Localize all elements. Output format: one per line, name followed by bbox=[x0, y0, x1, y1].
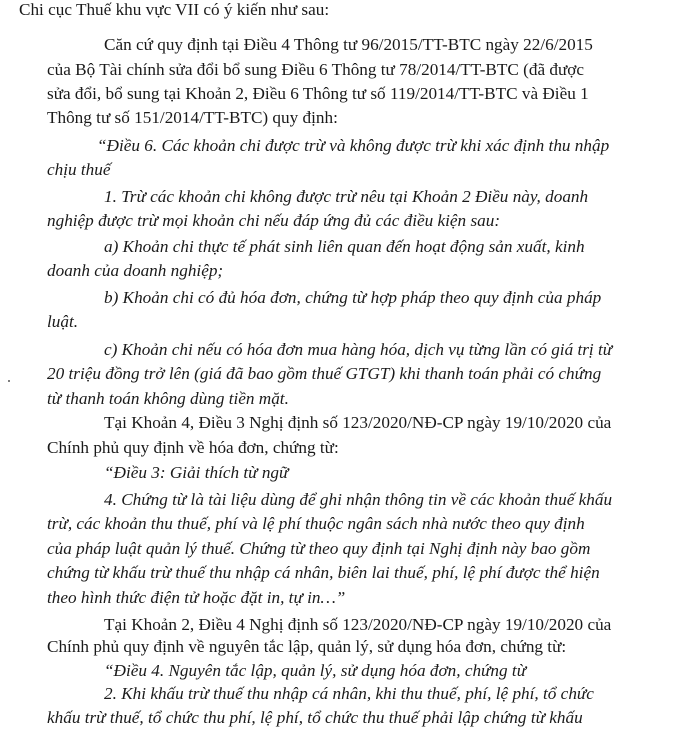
quote1-line: chịu thuế bbox=[47, 160, 111, 179]
para2-line: Tại Khoản 4, Điều 3 Nghị định số 123/2020/NĐ-CP ngày 19/10/2020 của bbox=[104, 413, 612, 432]
quote1-line: “Điều 6. Các khoản chi được trừ và không được trừ khi xác định thu nhập bbox=[97, 136, 610, 155]
para3-line: Chính phủ quy định về nguyên tắc lập, quản lý, sử dụng hóa đơn, chứng từ: bbox=[47, 637, 567, 656]
quote2-line: 4. Chứng từ là tài liệu dùng để ghi nhận thông tin về các khoản thuế khấu bbox=[104, 490, 613, 509]
quote2-line: theo hình thức điện tử hoặc đặt in, tự in…” bbox=[47, 588, 346, 607]
quote2-line: chứng từ khấu trừ thuế thu nhập cá nhân, biên lai thuế, phí, lệ phí được thể hiện bbox=[47, 563, 600, 582]
quote1-line: c) Khoản chi nếu có hóa đơn mua hàng hóa, dịch vụ từng lần có giá trị từ bbox=[104, 340, 613, 359]
intro-line: Chi cục Thuế khu vực VII có ý kiến như sau: bbox=[19, 0, 330, 19]
scan-speck bbox=[8, 380, 10, 382]
quote1-line: b) Khoản chi có đủ hóa đơn, chứng từ hợp pháp theo quy định của pháp bbox=[104, 288, 602, 307]
quote3-line: khấu trừ thuế, tổ chức thu phí, lệ phí, tổ chức thu thuế phải lập chứng từ khấu bbox=[47, 708, 583, 727]
quote1-line: từ thanh toán không dùng tiền mặt. bbox=[47, 389, 289, 408]
quote2-line: trừ, các khoản thu thuế, phí và lệ phí thuộc ngân sách nhà nước theo quy định bbox=[47, 514, 585, 533]
para1-line: Căn cứ quy định tại Điều 4 Thông tư 96/2015/TT-BTC ngày 22/6/2015 bbox=[104, 35, 593, 54]
para3-line: Tại Khoản 2, Điều 4 Nghị định số 123/2020/NĐ-CP ngày 19/10/2020 của bbox=[104, 615, 612, 634]
quote2-line: “Điều 3: Giải thích từ ngữ bbox=[104, 463, 289, 482]
quote1-line: luật. bbox=[47, 312, 79, 331]
para1-line: sửa đổi, bổ sung tại Khoản 2, Điều 6 Thông tư số 119/2014/TT-BTC và Điều 1 bbox=[47, 84, 589, 103]
quote1-line: doanh của doanh nghiệp; bbox=[47, 261, 224, 280]
quote2-line: của pháp luật quản lý thuế. Chứng từ theo quy định tại Nghị định này bao gồm bbox=[47, 539, 591, 558]
para1-line: Thông tư số 151/2014/TT-BTC) quy định: bbox=[47, 108, 338, 127]
para1-line: của Bộ Tài chính sửa đổi bổ sung Điều 6 Thông tư 78/2014/TT-BTC (đã được bbox=[47, 60, 585, 79]
para2-line: Chính phủ quy định về hóa đơn, chứng từ: bbox=[47, 438, 339, 457]
quote1-line: a) Khoản chi thực tế phát sinh liên quan đến hoạt động sản xuất, kinh bbox=[104, 237, 585, 256]
quote1-line: 20 triệu đồng trở lên (giá đã bao gồm thuế GTGT) khi thanh toán phải có chứng bbox=[47, 364, 602, 383]
quote3-line: “Điều 4. Nguyên tắc lập, quản lý, sử dụng hóa đơn, chứng từ bbox=[104, 661, 527, 680]
quote1-line: nghiệp được trừ mọi khoản chi nếu đáp ứng đủ các điều kiện sau: bbox=[47, 211, 501, 230]
quote1-line: 1. Trừ các khoản chi không được trừ nêu tại Khoản 2 Điều này, doanh bbox=[104, 187, 589, 206]
quote3-line: 2. Khi khấu trừ thuế thu nhập cá nhân, khi thu thuế, phí, lệ phí, tổ chức bbox=[104, 684, 594, 703]
